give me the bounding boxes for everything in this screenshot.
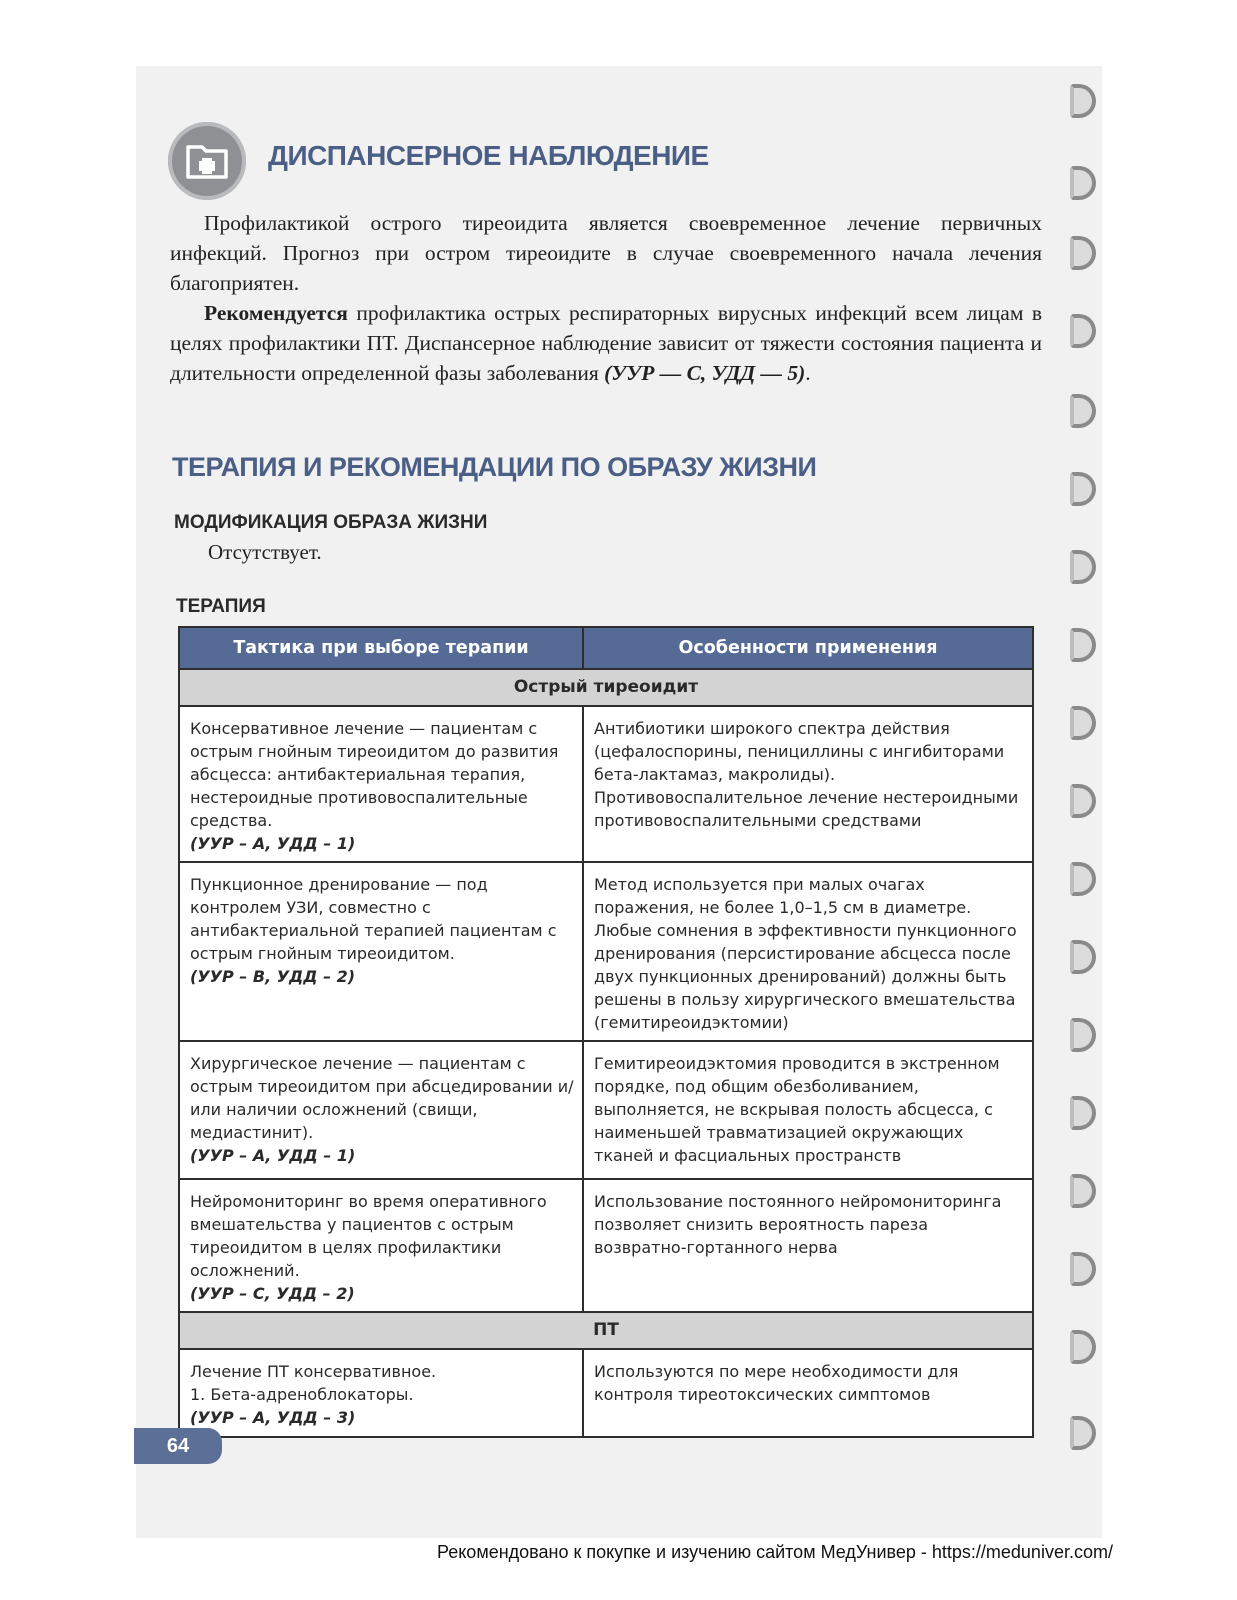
group-pt: ПТ xyxy=(179,1312,1033,1349)
table-group-row xyxy=(179,1312,1033,1349)
therapy-table xyxy=(178,626,1034,1438)
table-header-features: Особенности применения xyxy=(583,627,1033,669)
table-cell-tactic xyxy=(179,1349,583,1437)
table-cell-feature: Используются по мере необходимости для контроля тиреотоксических симптомов xyxy=(583,1349,1033,1437)
tactic-text: Нейромониторинг во время оперативного вмешательства у пациентов с острым тиреоидитом в целях профилактики осложнений. xyxy=(190,1192,547,1280)
section-title-therapy-lifestyle: ТЕРАПИЯ И РЕКОМЕНДАЦИИ ПО ОБРАЗУ ЖИЗНИ xyxy=(172,452,817,482)
tactic-text: Пункционное дренирование — под контролем УЗИ, совместно с антибактериальной терапией пациентам с острым гнойным тиреоидитом. xyxy=(190,875,557,963)
subsection-title-therapy: ТЕРАПИЯ xyxy=(176,596,266,617)
table-cell-tactic xyxy=(179,1041,583,1179)
medical-folder-icon xyxy=(168,122,246,200)
table-cell-tactic xyxy=(179,706,583,862)
footer-recommendation: Рекомендовано к покупке и изучению сайтом МедУнивер - https://meduniver.com/ xyxy=(437,1542,1113,1562)
tactic-text: Лечение ПТ консервативное. xyxy=(190,1362,437,1381)
table-cell-tactic xyxy=(179,1179,583,1312)
table-header-row xyxy=(179,627,1033,669)
tactic-ref: (УУР – А, УДД – 1) xyxy=(190,1146,356,1165)
page-number: 64 xyxy=(134,1428,222,1464)
subsection-title-lifestyle: МОДИФИКАЦИЯ ОБРАЗА ЖИЗНИ xyxy=(174,512,488,533)
table-row xyxy=(179,706,1033,862)
paragraph-prophylaxis-text: Профилактикой острого тиреоидита является своевременное лечение первичных инфекций. Прогноз при остром тиреоидите в случае своевременного начала лечения благоприятен. xyxy=(170,211,1042,295)
group-acute-thyroiditis: Острый тиреоидит xyxy=(179,669,1033,706)
paragraph-recommendation xyxy=(170,298,1042,388)
table-row xyxy=(179,862,1033,1041)
table-group-row xyxy=(179,669,1033,706)
table-row xyxy=(179,1349,1033,1437)
section-title-dispensary: ДИСПАНСЕРНОЕ НАБЛЮДЕНИЕ xyxy=(268,140,709,171)
table-cell-feature: Гемитиреоидэктомия проводится в экстренном порядке, под общим обезболиванием, выполняется, не вскрывая полость абсцесса, с наименьшей травматизацией окружающих тканей и фасциальных пространств xyxy=(583,1041,1033,1179)
table-cell-tactic xyxy=(179,862,583,1041)
recommendation-ref: (УУР — С, УДД — 5) xyxy=(604,361,806,385)
tactic-ref: (УУР – А, УДД – 1) xyxy=(190,834,356,853)
spiral-binding xyxy=(1070,66,1112,1538)
table-cell-feature: Использование постоянного нейромониторинга позволяет снизить вероятность пареза возвратно-гортанного нерва xyxy=(583,1179,1033,1312)
tactic-text: Консервативное лечение — пациентам с острым гнойным тиреоидитом до развития абсцесса: антибактериальная терапия, нестероидные противовоспалительные средства. xyxy=(190,719,559,830)
table-cell-feature: Метод используется при малых очагах поражения, не более 1,0–1,5 см в диаметре. Любые сомнения в эффективности пункционного дренирования (персистирование абсцесса после двух пункционных дренирований) должны быть решены в пользу хирургического вмешательства (гемитиреоидэктомии) xyxy=(583,862,1033,1041)
tactic-ref: (УУР – В, УДД – 2) xyxy=(190,967,356,986)
paragraph-prophylaxis xyxy=(170,208,1042,298)
lifestyle-text: Отсутствует. xyxy=(208,540,322,564)
tactic-ref: (УУР – А, УДД – 3) xyxy=(190,1408,356,1427)
recommendation-keyword: Рекомендуется xyxy=(204,301,348,325)
recommendation-text: профилактика острых респираторных вирусных инфекций всем лицам в целях профилактики ПТ. Диспансерное наблюдение зависит от тяжести состояния пациента и длительности определенной фазы заболевания xyxy=(170,301,1042,385)
tactic-ref: (УУР – С, УДД – 2) xyxy=(190,1284,355,1303)
recommendation-end: . xyxy=(805,361,811,385)
table-row xyxy=(179,1041,1033,1179)
tactic-text-item: 1. Бета-адреноблокаторы. xyxy=(190,1385,414,1404)
table-header-tactics: Тактика при выборе терапии xyxy=(179,627,583,669)
table-cell-feature: Антибиотики широкого спектра действия (цефалоспорины, пенициллины с ингибиторами бета-лактамаз, макролиды). Противовоспалительное лечение нестероидными противовоспалительными средствами xyxy=(583,706,1033,862)
tactic-text: Хирургическое лечение — пациентам с острым тиреоидитом при абсцедировании и/или наличии осложнений (свищи, медиастинит). xyxy=(190,1054,574,1142)
table-row xyxy=(179,1179,1033,1312)
